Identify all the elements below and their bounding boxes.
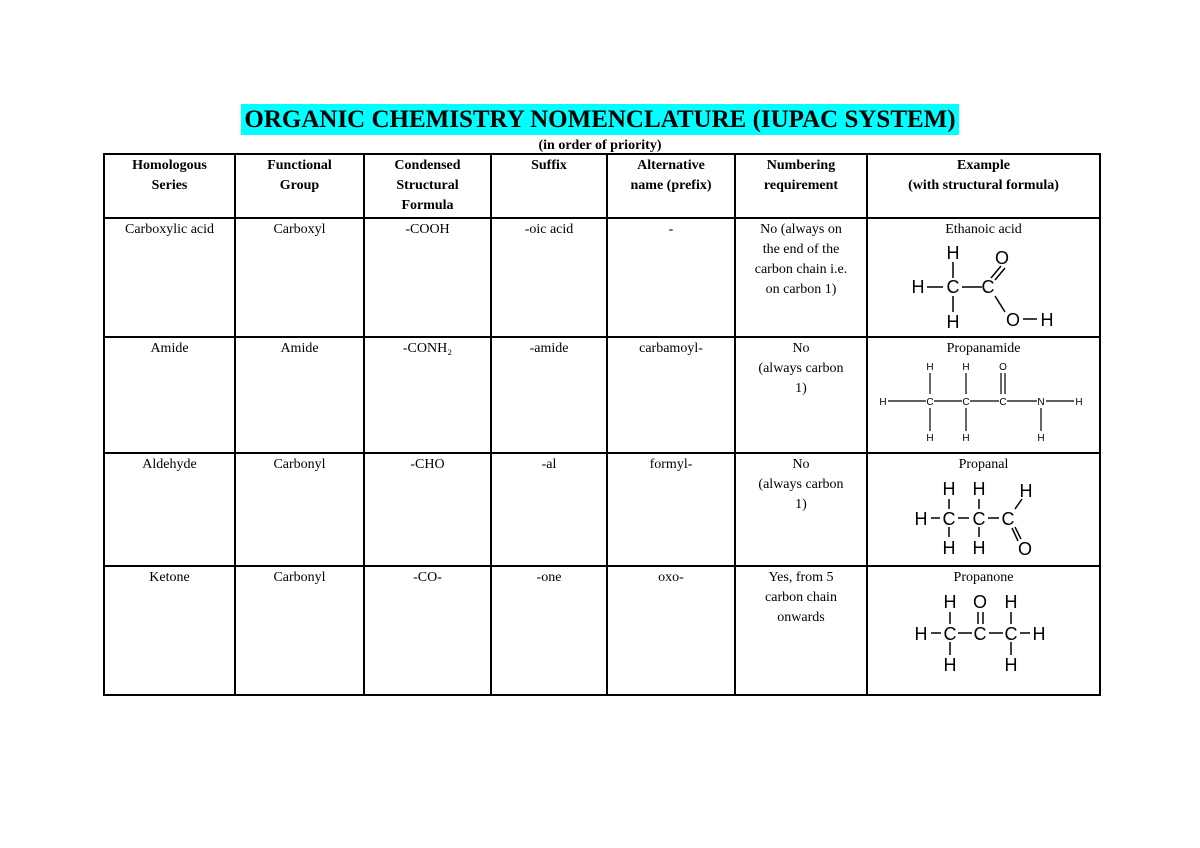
cell-prefix: formyl-: [607, 453, 735, 566]
example-name: Ethanoic acid: [945, 222, 1022, 237]
atom-c: C: [946, 277, 959, 297]
atom-o: O: [1017, 539, 1032, 559]
propanone-structure: [909, 588, 1059, 674]
page-subtitle: (in order of priority): [538, 138, 662, 153]
propanamide-structure: [874, 359, 1094, 445]
cell-suffix: -al: [491, 453, 607, 566]
example-name: Propanone: [953, 570, 1014, 585]
atom-h: H: [943, 592, 956, 612]
cell-prefix: oxo-: [607, 566, 735, 695]
cell-prefix: carbamoyl-: [607, 337, 735, 453]
atom-c: C: [981, 277, 994, 297]
table-row: [104, 337, 1100, 453]
example-name: Propanal: [958, 457, 1009, 472]
atom-c: C: [972, 509, 985, 529]
atom-c: C: [973, 624, 986, 644]
cell-series: Aldehyde: [104, 453, 235, 566]
atom-h: H: [942, 538, 955, 558]
header-suffix: Suffix: [491, 154, 607, 218]
cell-group: Amide: [235, 337, 364, 453]
atom-h: H: [1004, 655, 1017, 674]
cell-example: [867, 566, 1100, 695]
table-row: [104, 453, 1100, 566]
cell-group: Carboxyl: [235, 218, 364, 337]
cell-numbering: Yes, from 5 carbon chain onwards: [735, 566, 867, 695]
atom-h: H: [914, 509, 927, 529]
cell-formula: -CONH₂: [364, 337, 491, 453]
atom-c: C: [961, 397, 970, 408]
example-name: Propanamide: [946, 341, 1021, 356]
atom-h: H: [1004, 592, 1017, 612]
cell-example: [867, 337, 1100, 453]
atom-o: O: [1005, 310, 1020, 330]
atom-h: H: [1036, 433, 1045, 444]
atom-c: C: [942, 509, 955, 529]
header-example: Example (with structural formula): [867, 154, 1100, 218]
header-formula: Condensed Structural Formula: [364, 154, 491, 218]
cell-example: [867, 453, 1100, 566]
cell-numbering: No (always carbon 1): [735, 337, 867, 453]
cell-formula: -CO-: [364, 566, 491, 695]
atom-h: H: [925, 433, 934, 444]
header-prefix: Alternative name (prefix): [607, 154, 735, 218]
atom-o: O: [972, 592, 987, 612]
atom-h: H: [1074, 397, 1083, 408]
header-numbering: Numbering requirement: [735, 154, 867, 218]
atom-h: H: [961, 362, 970, 373]
cell-group: Carbonyl: [235, 453, 364, 566]
atom-h: H: [961, 433, 970, 444]
atom-h: H: [946, 312, 959, 332]
atom-h: H: [925, 362, 934, 373]
ethanoic-acid-structure: [899, 240, 1069, 332]
cell-example: [867, 218, 1100, 337]
cell-suffix: -one: [491, 566, 607, 695]
atom-h: H: [972, 479, 985, 499]
atom-n: N: [1036, 397, 1045, 408]
atom-h: H: [972, 538, 985, 558]
table-row: [104, 566, 1100, 695]
propanal-structure: [909, 475, 1059, 561]
atom-c: C: [1001, 509, 1014, 529]
cell-prefix: -: [607, 218, 735, 337]
cell-numbering: No (always carbon 1): [735, 453, 867, 566]
atom-h: H: [946, 243, 959, 263]
cell-group: Carbonyl: [235, 566, 364, 695]
atom-h: H: [942, 479, 955, 499]
page-title: ORGANIC CHEMISTRY NOMENCLATURE (IUPAC SYSTEM): [241, 104, 958, 135]
title-container: [0, 104, 1200, 135]
cell-formula: -COOH: [364, 218, 491, 337]
atom-c: C: [925, 397, 934, 408]
atom-h: H: [1040, 310, 1053, 330]
atom-o: O: [998, 362, 1007, 373]
atom-h: H: [911, 277, 924, 297]
atom-h: H: [914, 624, 927, 644]
header-series: Homologous Series: [104, 154, 235, 218]
atom-c: C: [1004, 624, 1017, 644]
atom-h: H: [1019, 481, 1032, 501]
atom-h: H: [1032, 624, 1045, 644]
cell-suffix: -oic acid: [491, 218, 607, 337]
atom-c: C: [943, 624, 956, 644]
cell-series: Amide: [104, 337, 235, 453]
header-row: [104, 154, 1100, 218]
atom-c: C: [998, 397, 1007, 408]
cell-series: Ketone: [104, 566, 235, 695]
nomenclature-table: [103, 153, 1101, 696]
atom-h: H: [878, 397, 887, 408]
cell-numbering: No (always on the end of the carbon chain i.e. on carbon 1): [735, 218, 867, 337]
cell-formula: -CHO: [364, 453, 491, 566]
table-row: [104, 218, 1100, 337]
atom-h: H: [943, 655, 956, 674]
cell-series: Carboxylic acid: [104, 218, 235, 337]
atom-o: O: [994, 248, 1009, 268]
cell-suffix: -amide: [491, 337, 607, 453]
header-group: Functional Group: [235, 154, 364, 218]
